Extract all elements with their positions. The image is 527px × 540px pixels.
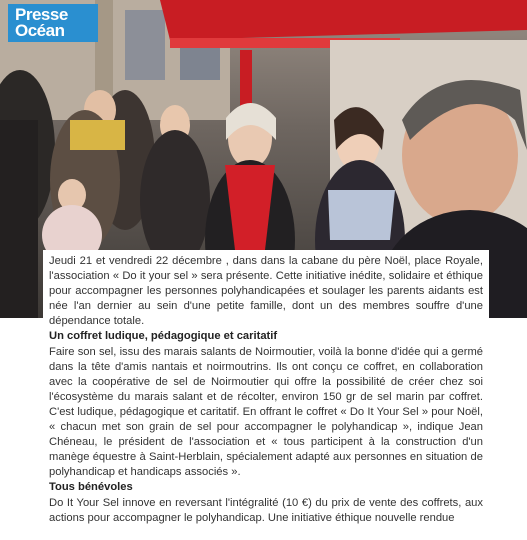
article-body-benevoles: Do It Your Sel innove en reversant l'intégralité (10 €) du prix de vente des coffrets, aux actions pour accompagner le polyhandicap. Une initiative éthique nouvelle rendue (49, 496, 483, 524)
article-intro: Jeudi 21 et vendredi 22 décembre , dans dans la cabane du père Noël, place Royale, l'association « Do it your sel » sera présente. Cette initiative inédite, solidaire et éthique pour accompagner les personnes polyhandicapées et soulager les parents aidants est née l'an dernier au sein d'une petite famille, dont un des membres souffre d'une dépendance totale. (49, 255, 483, 328)
section-heading-coffret: Un coffret ludique, pédagogique et caritatif (49, 330, 278, 343)
logo-line-1: Presse (15, 5, 68, 24)
presse-ocean-logo[interactable] (8, 4, 98, 42)
logo-line-2: Océan (15, 21, 65, 40)
article-text (43, 250, 489, 540)
section-heading-benevoles: Tous bénévoles (49, 481, 133, 494)
article-body-coffret: Faire son sel, issu des marais salants de Noirmoutier, voilà la bonne d'idée qui a germé dans la tête d'amis nantais et noirmoutrins. Ils ont conçu ce coffret, en collaboration avec la coopérative de sel de Noirmoutier qui offre la possibilité de créer chez soi l'écosystème du marais salant et de récolter, environ 150 gr de sel marin par coffret. C'est ludique, pédagogique et caritatif. En offrant le coffret « Do It Your Sel » pour Noël, « chacun met son grain de sel pour accompagner le polyhandicap », indique Jean Chéneau, le président de l'association et « tous participent à la construction d'un manège équestre à Saint-Herblain, spécialement adapté aux personnes en situation de polyhandicap et handicaps associés ». (49, 345, 483, 479)
